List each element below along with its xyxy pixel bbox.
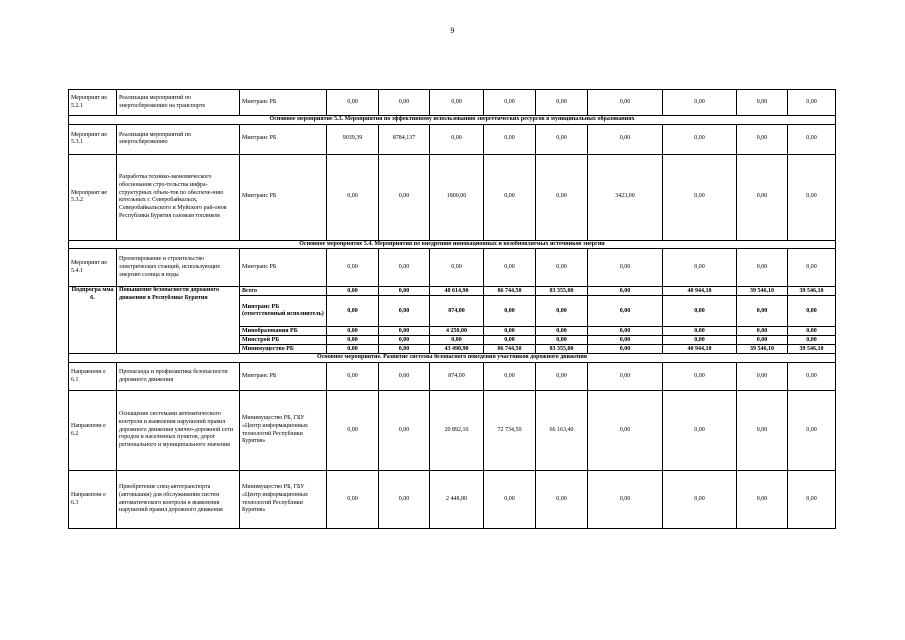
- value-cell: 0,00: [327, 287, 379, 296]
- value-cell: 0,00: [737, 336, 788, 345]
- value-cell: 0,00: [327, 363, 379, 391]
- value-cell: 0,00: [588, 345, 663, 354]
- measure-name-cell: Реализация мероприятий по энергосбережению: [117, 124, 240, 154]
- value-cell: 0,00: [430, 124, 484, 154]
- value-cell: 83 355,00: [536, 345, 588, 354]
- value-cell: 0,00: [484, 249, 536, 287]
- executor-cell: Минтранс РБ (ответственный исполнитель): [240, 296, 327, 327]
- value-cell: 48 614,90: [430, 287, 484, 296]
- value-cell: 0,00: [327, 336, 379, 345]
- value-cell: 0,00: [536, 154, 588, 240]
- executor-cell: Минтранс РБ: [240, 90, 327, 116]
- value-cell: 0,00: [588, 391, 663, 471]
- value-cell: 0,00: [327, 249, 379, 287]
- value-cell: 39 546,10: [737, 287, 788, 296]
- executor-cell: Минимущество РБ: [240, 345, 327, 354]
- executor-cell: Минтранс РБ: [240, 249, 327, 287]
- measure-code-cell: Направлени е 6.3: [69, 471, 117, 529]
- value-cell: 0,00: [484, 90, 536, 116]
- value-cell: 0,00: [536, 124, 588, 154]
- value-cell: 20 892,10: [430, 391, 484, 471]
- section-row: [69, 116, 836, 125]
- executor-cell: Всего: [240, 287, 327, 296]
- value-cell: 0,00: [588, 249, 663, 287]
- value-cell: 72 734,50: [484, 391, 536, 471]
- value-cell: 0,00: [737, 327, 788, 336]
- value-cell: 0,00: [737, 124, 788, 154]
- measure-name-cell: Пропаганда и профилактика безопасности дорожного движения: [117, 363, 240, 391]
- value-cell: 0,00: [663, 471, 737, 529]
- value-cell: 83 355,00: [536, 287, 588, 296]
- value-cell: 0,00: [737, 363, 788, 391]
- value-cell: 1800,00: [430, 154, 484, 240]
- table-row: [69, 363, 836, 391]
- value-cell: 0,00: [536, 90, 588, 116]
- value-cell: 0,00: [379, 345, 430, 354]
- executor-cell: Минтранс РБ: [240, 124, 327, 154]
- value-cell: 0,00: [379, 363, 430, 391]
- value-cell: 86 744,50: [484, 345, 536, 354]
- table-row: [69, 154, 836, 240]
- measure-code-cell: Мероприят ие 5.3.1: [69, 124, 117, 154]
- value-cell: 0,00: [327, 471, 379, 529]
- page-number: 9: [450, 26, 455, 35]
- measure-code-cell: Мероприят ие 5.3.2: [69, 154, 117, 240]
- value-cell: 3423,00: [588, 154, 663, 240]
- value-cell: 0,00: [788, 336, 836, 345]
- value-cell: 0,00: [588, 327, 663, 336]
- value-cell: 0,00: [379, 471, 430, 529]
- value-cell: 0,00: [788, 471, 836, 529]
- value-cell: 40 944,10: [663, 287, 737, 296]
- table-row: [69, 249, 836, 287]
- value-cell: 0,00: [327, 90, 379, 116]
- value-cell: 874,00: [430, 363, 484, 391]
- value-cell: 0,00: [379, 391, 430, 471]
- value-cell: 0,00: [737, 296, 788, 327]
- value-cell: 0,00: [327, 296, 379, 327]
- measure-name-cell: Реализация мероприятий по энергосбережению на транспорте: [117, 90, 240, 116]
- value-cell: 0,00: [737, 471, 788, 529]
- program-table: [68, 89, 836, 529]
- value-cell: 39 546,10: [788, 287, 836, 296]
- table-row: [69, 90, 836, 116]
- value-cell: 86 744,50: [484, 287, 536, 296]
- value-cell: 39 546,10: [737, 345, 788, 354]
- value-cell: 0,00: [484, 154, 536, 240]
- value-cell: 0,00: [327, 327, 379, 336]
- subprogram-row: [69, 287, 836, 296]
- value-cell: 0,00: [788, 327, 836, 336]
- executor-cell: Минимущество РБ, ГБУ «Центр информационных технологий Республики Бурятия»: [240, 471, 327, 529]
- value-cell: 43 490,90: [430, 345, 484, 354]
- value-cell: 0,00: [536, 249, 588, 287]
- value-cell: 0,00: [788, 90, 836, 116]
- value-cell: 0,00: [379, 90, 430, 116]
- value-cell: 0,00: [788, 249, 836, 287]
- measure-name-cell: Проектирование и строительство электрических станций, использующих энергию солнца и воды: [117, 249, 240, 287]
- value-cell: 0,00: [588, 90, 663, 116]
- value-cell: 0,00: [588, 336, 663, 345]
- section-row: [69, 240, 836, 249]
- value-cell: 0,00: [788, 124, 836, 154]
- section-heading: Основное мероприятие 5.3. Мероприятия по эффективному использованию энергетических ресурсов в муниципальных образованиях: [69, 116, 836, 125]
- value-cell: 0,00: [327, 345, 379, 354]
- value-cell: 0,00: [484, 327, 536, 336]
- value-cell: 0,00: [379, 249, 430, 287]
- value-cell: 2 448,80: [430, 471, 484, 529]
- value-cell: 9039,39: [327, 124, 379, 154]
- value-cell: 0,00: [663, 124, 737, 154]
- value-cell: 0,00: [788, 154, 836, 240]
- value-cell: 0,00: [430, 90, 484, 116]
- value-cell: 0,00: [737, 154, 788, 240]
- executor-cell: Минстрой РБ: [240, 336, 327, 345]
- measure-name-cell: Оснащение системами автоматического контроля и выявления нарушений правил дорожного движения улично-дорожной сети городов и населенных пунктов, дорог регионального и муниципального значения: [117, 391, 240, 471]
- table-row: [69, 471, 836, 529]
- table-row: [69, 124, 836, 154]
- value-cell: 0,00: [536, 471, 588, 529]
- value-cell: 0,00: [788, 391, 836, 471]
- value-cell: 0,00: [536, 336, 588, 345]
- value-cell: 0,00: [588, 287, 663, 296]
- value-cell: 0,00: [484, 336, 536, 345]
- value-cell: 0,00: [379, 296, 430, 327]
- subprogram-name-cell: Повышение безопасности дорожного движения в Республике Бурятия: [117, 287, 240, 354]
- value-cell: 0,00: [663, 90, 737, 116]
- value-cell: 0,00: [737, 391, 788, 471]
- value-cell: 0,00: [484, 363, 536, 391]
- value-cell: 0,00: [737, 90, 788, 116]
- value-cell: 0,00: [737, 249, 788, 287]
- value-cell: 0,00: [484, 124, 536, 154]
- executor-cell: Минимущество РБ, ГБУ «Центр информационных технологий Республики Бурятия»: [240, 391, 327, 471]
- value-cell: 0,00: [663, 154, 737, 240]
- value-cell: 0,00: [327, 154, 379, 240]
- measure-code-cell: Направлени е 6.2: [69, 391, 117, 471]
- value-cell: 0,00: [484, 471, 536, 529]
- value-cell: 0,00: [327, 391, 379, 471]
- value-cell: 4 250,00: [430, 327, 484, 336]
- value-cell: 874,00: [430, 296, 484, 327]
- value-cell: 0,00: [430, 336, 484, 345]
- value-cell: 8784,137: [379, 124, 430, 154]
- value-cell: 0,00: [430, 249, 484, 287]
- value-cell: 0,00: [379, 287, 430, 296]
- measure-code-cell: Мероприят ие 5.4.1: [69, 249, 117, 287]
- value-cell: 0,00: [588, 296, 663, 327]
- value-cell: 0,00: [379, 327, 430, 336]
- value-cell: 0,00: [663, 249, 737, 287]
- section-row: [69, 354, 836, 363]
- value-cell: 0,00: [588, 124, 663, 154]
- value-cell: 39 546,10: [788, 345, 836, 354]
- measure-code-cell: Мероприят ие 5.2.1: [69, 90, 117, 116]
- value-cell: 0,00: [663, 336, 737, 345]
- value-cell: 0,00: [536, 363, 588, 391]
- value-cell: 0,00: [379, 336, 430, 345]
- executor-cell: Минтранс РБ: [240, 154, 327, 240]
- measure-name-cell: Приобретение спец-автотранспорта (автовышки) для обслуживания систем автоматического контроля и выявления нарушений правил дорожного движения: [117, 471, 240, 529]
- value-cell: 0,00: [536, 296, 588, 327]
- measure-name-cell: Разработка технико-экономического обоснования стро-тельства инфра-структурных объек-тов по обеспече-нию котельных г. Северобайкальск, Северобайкальского и Муйского рай-онов Республики Бурятия газовым топливом: [117, 154, 240, 240]
- value-cell: 0,00: [588, 471, 663, 529]
- subprogram-code-cell: Подпрогра мма 6.: [69, 287, 117, 354]
- value-cell: 0,00: [588, 363, 663, 391]
- section-heading: Основное мероприятие 5.4. Мероприятия по внедрению инновационных и возобновляемых источников энергии: [69, 240, 836, 249]
- value-cell: 0,00: [379, 154, 430, 240]
- value-cell: 0,00: [484, 296, 536, 327]
- value-cell: 40 944,10: [663, 345, 737, 354]
- value-cell: 0,00: [663, 391, 737, 471]
- table-row: [69, 391, 836, 471]
- value-cell: 66 163,40: [536, 391, 588, 471]
- value-cell: 0,00: [536, 327, 588, 336]
- value-cell: 0,00: [788, 296, 836, 327]
- executor-cell: Минобразования РБ: [240, 327, 327, 336]
- value-cell: 0,00: [788, 363, 836, 391]
- value-cell: 0,00: [663, 327, 737, 336]
- measure-code-cell: Направлени е 6.1: [69, 363, 117, 391]
- section-heading: Основное мероприятие. Развитие системы безопасного поведения участников дорожного движения: [69, 354, 836, 363]
- executor-cell: Минтранс РБ: [240, 363, 327, 391]
- value-cell: 0,00: [663, 363, 737, 391]
- value-cell: 0,00: [663, 296, 737, 327]
